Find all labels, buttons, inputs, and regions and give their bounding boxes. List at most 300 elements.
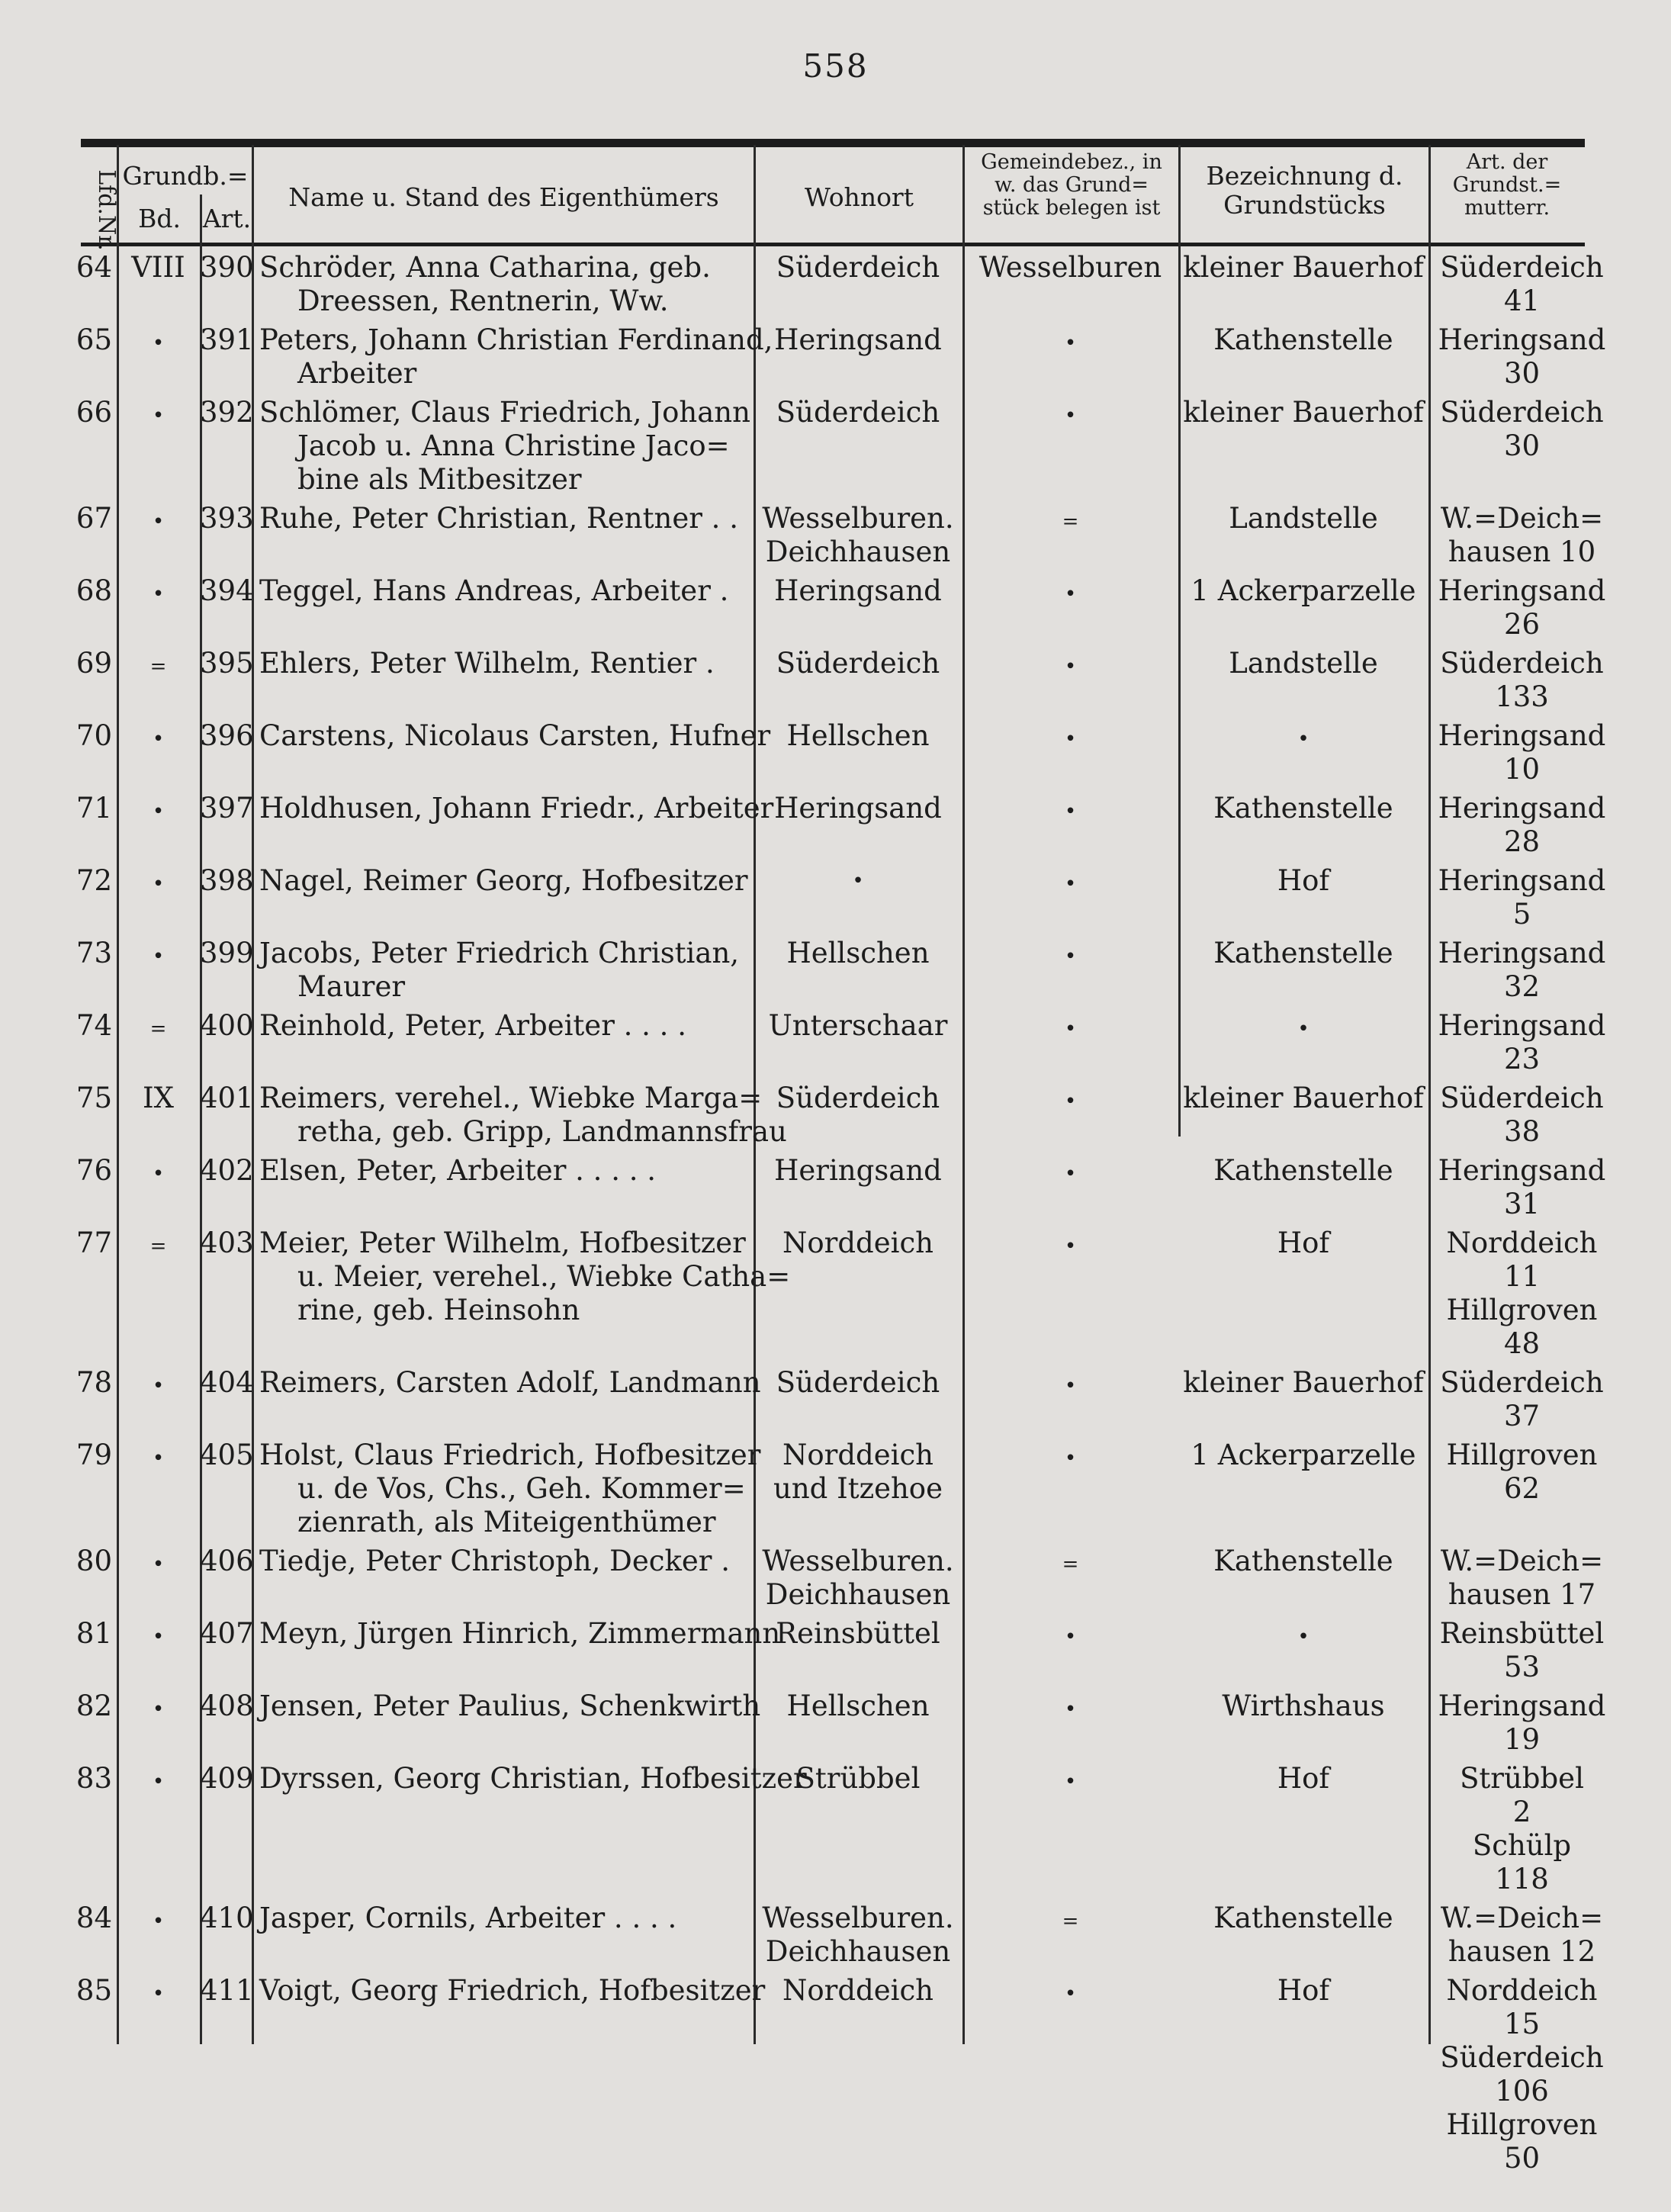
cell-name (252, 571, 754, 643)
cell-wohnort (754, 1613, 962, 1686)
row-number: 66 (76, 396, 112, 429)
residence-line: Norddeich (782, 1974, 934, 2007)
residence-line: Süderdeich (776, 1082, 940, 1114)
residence-line: Süderdeich (776, 1366, 940, 1399)
cell-gemeinde (962, 571, 1178, 643)
cell-bd (117, 571, 200, 643)
cell-wohnort (754, 933, 962, 1005)
cell-gemeinde (962, 247, 1178, 320)
header-nr: Lfd.Nr. (92, 169, 120, 251)
land-register-article-line: Heringsand (1438, 1154, 1606, 1187)
cell-artmutter (1428, 1686, 1615, 1758)
cell-nr (73, 933, 117, 1005)
municipality-value: • (1064, 945, 1077, 968)
cell-art (200, 643, 252, 715)
cell-artmutter (1428, 715, 1615, 788)
cell-nr (73, 392, 117, 498)
owner-name-line: Jacobs, Peter Friedrich Christian, (259, 937, 740, 969)
cell-name (252, 392, 754, 498)
municipality-value: Wesselburen (978, 251, 1162, 284)
cell-nr (73, 1970, 117, 2177)
cell-gemeinde (962, 1362, 1178, 1435)
cell-nr (73, 1223, 117, 1362)
municipality-value: • (1064, 1235, 1077, 1258)
owner-name-line: Peters, Johann Christian Ferdinand, (259, 323, 773, 356)
cell-art (200, 715, 252, 788)
cell-gemeinde (962, 1613, 1178, 1686)
row-number: 68 (76, 574, 112, 607)
article-number: 402 (200, 1154, 254, 1187)
volume-value: • (152, 583, 165, 606)
land-register-article-line: 50 (1503, 2142, 1541, 2175)
article-number: 399 (200, 937, 254, 969)
cell-artmutter (1428, 1005, 1615, 1078)
property-designation: kleiner Bauerhof (1183, 1082, 1424, 1114)
residence-line: und Itzehoe (773, 1472, 943, 1505)
cell-nr (73, 571, 117, 643)
residence-line: Reinsbüttel (776, 1617, 940, 1650)
land-register-article-line: 37 (1503, 1400, 1541, 1432)
cell-name (252, 1898, 754, 1970)
cell-bezeichnung (1178, 320, 1428, 392)
row-number: 85 (76, 1974, 112, 2007)
residence-line: Deichhausen (765, 535, 951, 568)
volume-value: • (152, 945, 165, 968)
residence-line: Süderdeich (776, 251, 940, 284)
land-register-article-line: Süderdeich (1440, 1366, 1604, 1399)
cell-wohnort (754, 788, 962, 860)
municipality-value: • (1064, 1374, 1077, 1397)
cell-art (200, 1150, 252, 1223)
article-number: 400 (200, 1009, 254, 1042)
header-rule (81, 243, 1585, 246)
row-number: 84 (76, 1902, 112, 1934)
cell-nr (73, 1541, 117, 1613)
table-row (73, 643, 1615, 715)
cell-bd (117, 247, 200, 320)
row-number: 71 (76, 792, 112, 825)
land-register-article-line: hausen 17 (1448, 1578, 1596, 1611)
cell-gemeinde (962, 392, 1178, 498)
municipality-value: • (1064, 1982, 1077, 2005)
cell-name (252, 933, 754, 1005)
land-register-article-line: Hillgroven (1446, 2108, 1598, 2141)
cell-art (200, 1613, 252, 1686)
owner-name-line: Dreessen, Rentnerin, Ww. (297, 285, 669, 317)
owner-name-line: u. de Vos, Chs., Geh. Kommer= (297, 1472, 746, 1505)
table-row (73, 1005, 1615, 1078)
residence-line: Heringsand (774, 323, 942, 356)
land-register-article-line: W.=Deich= (1440, 502, 1604, 535)
article-number: 398 (200, 864, 254, 897)
owner-name-line: Teggel, Hans Andreas, Arbeiter . (259, 574, 729, 607)
cell-art (200, 1970, 252, 2177)
header-gemeinde-line2: w. das Grund= (994, 173, 1149, 198)
table-row (73, 1686, 1615, 1758)
cell-bezeichnung (1178, 392, 1428, 498)
cell-name (252, 788, 774, 860)
cell-bezeichnung (1178, 571, 1428, 643)
cell-nr (73, 320, 117, 392)
land-register-article-line: Hillgroven (1446, 1294, 1598, 1326)
header-art: Art. (202, 204, 252, 233)
cell-wohnort (754, 1970, 962, 2177)
cell-gemeinde (962, 715, 1178, 788)
owner-name-line: Holdhusen, Johann Friedr., Arbeiter (259, 792, 774, 825)
table-row (73, 247, 1615, 320)
residence-line: Süderdeich (776, 647, 940, 680)
owner-name-line: Schlömer, Claus Friedrich, Johann (259, 396, 750, 429)
cell-wohnort (754, 1005, 962, 1078)
cell-artmutter (1428, 1078, 1615, 1150)
land-register-article-line: 31 (1503, 1188, 1541, 1220)
land-register-article-line: Heringsand (1438, 719, 1606, 752)
row-number: 77 (76, 1227, 112, 1259)
cell-name (252, 1223, 791, 1362)
cell-nr (73, 788, 117, 860)
table-row (73, 1758, 1615, 1898)
residence-line: Norddeich (782, 1227, 934, 1259)
cell-bezeichnung (1178, 860, 1428, 933)
cell-wohnort (754, 1362, 962, 1435)
header-bd: Bd. (138, 204, 181, 233)
cell-art (200, 933, 252, 1005)
cell-nr (73, 247, 117, 320)
cell-wohnort (754, 715, 962, 788)
owner-name-line: Reinhold, Peter, Arbeiter . . . . (259, 1009, 686, 1042)
land-register-article-line: Heringsand (1438, 792, 1606, 825)
land-register-article-line: Heringsand (1438, 323, 1606, 356)
row-number: 78 (76, 1366, 112, 1399)
cell-art (200, 571, 252, 643)
property-designation: Kathenstelle (1213, 1545, 1393, 1577)
land-register-article-line: Schülp (1472, 1829, 1572, 1862)
land-register-article-line: Heringsand (1438, 574, 1606, 607)
owner-name-line: Carstens, Nicolaus Carsten, Hufner (259, 719, 771, 752)
property-designation: 1 Ackerparzelle (1191, 1439, 1416, 1471)
cell-art (200, 1541, 252, 1613)
cell-gemeinde (962, 1758, 1178, 1898)
volume-value: • (152, 1982, 165, 2005)
volume-value: • (152, 1698, 165, 1721)
table-row (73, 1970, 1615, 2177)
row-number: 72 (76, 864, 112, 897)
municipality-value: • (1064, 873, 1077, 895)
volume-value: • (152, 800, 165, 823)
table-row (73, 1613, 1615, 1686)
owner-name-line: Schröder, Anna Catharina, geb. (259, 251, 711, 284)
cell-artmutter (1428, 788, 1615, 860)
volume-value: • (152, 728, 165, 751)
cell-bd (117, 1686, 200, 1758)
cell-nr (73, 1362, 117, 1435)
header-grundb (119, 162, 252, 191)
property-designation: • (1297, 728, 1309, 751)
row-number: 83 (76, 1762, 112, 1795)
cell-nr (73, 1898, 117, 1970)
owner-name-line: Nagel, Reimer Georg, Hofbesitzer (259, 864, 748, 897)
table-row (73, 1898, 1615, 1970)
residence-line: • (852, 870, 864, 892)
cell-name (252, 247, 754, 320)
land-register-article-line: 41 (1503, 285, 1541, 317)
row-number: 74 (76, 1009, 112, 1042)
cell-name (252, 1435, 761, 1541)
property-designation: Landstelle (1229, 502, 1378, 535)
cell-bd (117, 1613, 200, 1686)
cell-name (252, 498, 754, 571)
residence-line: Heringsand (774, 1154, 942, 1187)
land-register-article-line: 32 (1503, 970, 1541, 1003)
header-gemeinde-line3: stück belegen ist (982, 196, 1161, 220)
cell-artmutter (1428, 1758, 1615, 1898)
cell-artmutter (1428, 320, 1615, 392)
cell-nr (73, 498, 117, 571)
article-number: 393 (200, 502, 254, 535)
header-name: Name u. Stand des Eigenthümers (288, 182, 719, 212)
cell-bd (117, 860, 200, 933)
cell-art (200, 1223, 252, 1362)
property-designation: • (1297, 1625, 1309, 1648)
residence-line: Wesselburen. (762, 502, 954, 535)
cell-wohnort (754, 1541, 962, 1613)
register-table (73, 247, 1615, 2177)
cell-name (252, 1078, 787, 1150)
cell-gemeinde (962, 933, 1178, 1005)
owner-name-line: Jacob u. Anna Christine Jaco= (297, 429, 730, 462)
volume-value: • (152, 1553, 165, 1576)
residence-line: Wesselburen. (762, 1902, 954, 1934)
land-register-article-line: Heringsand (1438, 1690, 1606, 1722)
cell-bezeichnung (1178, 715, 1428, 788)
cell-art (200, 392, 252, 498)
owner-name-line: retha, geb. Gripp, Landmannsfrau (297, 1115, 787, 1148)
land-register-article-line: 23 (1503, 1043, 1541, 1075)
land-register-article-line: 15 (1503, 2008, 1541, 2040)
land-register-article-line: 133 (1495, 680, 1549, 713)
municipality-value: = (1062, 1553, 1079, 1576)
cell-artmutter (1428, 643, 1615, 715)
land-register-article-line: W.=Deich= (1440, 1902, 1604, 1934)
cell-wohnort (754, 1150, 962, 1223)
table-row (73, 860, 1615, 933)
cell-bd (117, 1362, 200, 1435)
cell-bezeichnung (1178, 1613, 1428, 1686)
property-designation: Kathenstelle (1213, 323, 1393, 356)
cell-artmutter (1428, 933, 1615, 1005)
cell-name (252, 1362, 761, 1435)
cell-bd (117, 498, 200, 571)
cell-bezeichnung (1178, 1686, 1428, 1758)
municipality-value: = (1062, 510, 1079, 533)
cell-gemeinde (962, 1078, 1178, 1150)
cell-nr (73, 1005, 117, 1078)
residence-line: Deichhausen (765, 1578, 951, 1611)
residence-line: Heringsand (774, 792, 942, 825)
volume-value: = (149, 1235, 167, 1258)
property-designation: kleiner Bauerhof (1183, 396, 1424, 429)
cell-name (252, 1970, 766, 2177)
cell-bd (117, 1970, 200, 2177)
row-number: 75 (76, 1082, 112, 1114)
cell-bezeichnung (1178, 1150, 1428, 1223)
cell-bezeichnung (1178, 1078, 1428, 1150)
land-register-article-line: 11 (1503, 1260, 1541, 1293)
cell-wohnort (754, 1686, 962, 1758)
municipality-value: • (1064, 1090, 1077, 1113)
cell-bd (117, 715, 200, 788)
land-register-article-line: Süderdeich (1440, 647, 1604, 680)
property-designation: Landstelle (1229, 647, 1378, 680)
volume-value: = (149, 1018, 167, 1040)
cell-gemeinde (962, 1541, 1178, 1613)
cell-art (200, 1898, 252, 1970)
land-register-article-line: Reinsbüttel (1439, 1617, 1605, 1650)
owner-name-line: Jasper, Cornils, Arbeiter . . . . (259, 1902, 677, 1934)
cell-nr (73, 1758, 117, 1898)
cell-nr (73, 1686, 117, 1758)
municipality-value: • (1064, 404, 1077, 427)
cell-wohnort (754, 392, 962, 498)
land-register-article-line: W.=Deich= (1440, 1545, 1604, 1577)
cell-art (200, 247, 252, 320)
row-number: 69 (76, 647, 112, 680)
table-row (73, 1541, 1615, 1613)
cell-bezeichnung (1178, 933, 1428, 1005)
row-number: 79 (76, 1439, 112, 1471)
cell-art (200, 860, 252, 933)
municipality-value: • (1064, 583, 1077, 606)
cell-wohnort (754, 860, 962, 933)
owner-name-line: Meyn, Jürgen Hinrich, Zimmermann (259, 1617, 781, 1650)
land-register-article-line: Heringsand (1438, 1009, 1606, 1042)
cell-name (252, 1005, 754, 1078)
land-register-article-line: 28 (1503, 825, 1541, 858)
residence-line: Heringsand (774, 574, 942, 607)
owner-name-line: bine als Mitbesitzer (297, 463, 582, 496)
article-number: 410 (200, 1902, 254, 1934)
article-number: 409 (200, 1762, 254, 1795)
cell-gemeinde (962, 1898, 1178, 1970)
cell-wohnort (754, 1435, 962, 1541)
header-bezeichnung-line2: Grundstücks (1223, 189, 1386, 220)
cell-artmutter (1428, 1435, 1615, 1541)
volume-value: • (152, 1162, 165, 1185)
table-row (73, 498, 1615, 571)
cell-bd (117, 1758, 200, 1898)
cell-bezeichnung (1178, 1541, 1428, 1613)
cell-wohnort (754, 571, 962, 643)
owner-name-line: Elsen, Peter, Arbeiter . . . . . (259, 1154, 657, 1187)
cell-name (252, 1541, 754, 1613)
cell-gemeinde (962, 1223, 1178, 1362)
article-number: 401 (200, 1082, 254, 1114)
cell-nr (73, 643, 117, 715)
municipality-value: • (1064, 1625, 1077, 1648)
cell-nr (73, 1150, 117, 1223)
residence-line: Unterschaar (768, 1009, 948, 1042)
header-grundb-label: Grundb.= (122, 161, 249, 191)
municipality-value: • (1064, 1698, 1077, 1721)
table-row (73, 571, 1615, 643)
cell-bezeichnung (1178, 1898, 1428, 1970)
article-number: 397 (200, 792, 254, 825)
top-rule (81, 139, 1585, 147)
volume-value: • (152, 1374, 165, 1397)
property-designation: Kathenstelle (1213, 1154, 1393, 1187)
cell-art (200, 1005, 252, 1078)
residence-line: Süderdeich (776, 396, 940, 429)
land-register-article-line: Süderdeich (1440, 251, 1604, 284)
article-number: 406 (200, 1545, 254, 1577)
table-row (73, 1150, 1615, 1223)
land-register-article-line: Süderdeich (1440, 2041, 1604, 2074)
municipality-value: = (1062, 1910, 1079, 1933)
land-register-article-line: Hillgroven (1446, 1439, 1598, 1471)
cell-bd (117, 933, 200, 1005)
cell-name (252, 1758, 807, 1898)
owner-name-line: Reimers, Carsten Adolf, Landmann (259, 1366, 761, 1399)
cell-nr (73, 1078, 117, 1150)
cell-nr (73, 860, 117, 933)
property-designation: Hof (1277, 864, 1330, 897)
article-number: 408 (200, 1690, 254, 1722)
cell-nr (73, 1613, 117, 1686)
table-row (73, 392, 1615, 498)
cell-bezeichnung (1178, 498, 1428, 571)
cell-gemeinde (962, 1435, 1178, 1541)
header-wohnort: Wohnort (805, 182, 914, 212)
cell-bd (117, 643, 200, 715)
land-register-article-line: Norddeich (1446, 1974, 1598, 2007)
article-number: 407 (200, 1617, 254, 1650)
owner-name-line: zienrath, als Miteigenthümer (297, 1506, 716, 1538)
register-body (73, 247, 1615, 2177)
table-row (73, 1078, 1615, 1150)
cell-name (252, 715, 771, 788)
header-bezeichnung-line1: Bezeichnung d. (1206, 161, 1403, 191)
cell-bd (117, 1541, 200, 1613)
cell-name (252, 860, 754, 933)
volume-value: = (149, 655, 167, 678)
cell-wohnort (754, 498, 962, 571)
cell-wohnort (754, 320, 962, 392)
land-register-article-line: Heringsand (1438, 937, 1606, 969)
row-number: 65 (76, 323, 112, 356)
residence-line: Deichhausen (765, 1935, 951, 1968)
article-number: 391 (200, 323, 254, 356)
header-bezeichnung (1181, 162, 1428, 220)
table-row (73, 715, 1615, 788)
cell-art (200, 1758, 252, 1898)
cell-bezeichnung (1178, 1758, 1428, 1898)
owner-name-line: Maurer (297, 970, 406, 1003)
cell-bezeichnung (1178, 643, 1428, 715)
volume-value: • (152, 1625, 165, 1648)
article-number: 394 (200, 574, 254, 607)
owner-name-line: Tiedje, Peter Christoph, Decker . (259, 1545, 730, 1577)
cell-name (252, 1686, 761, 1758)
volume-value: • (152, 1770, 165, 1793)
table-row (73, 788, 1615, 860)
land-register-article-line: 19 (1503, 1723, 1541, 1756)
cell-gemeinde (962, 1686, 1178, 1758)
land-register-article-line: 106 (1495, 2075, 1549, 2108)
volume-value: • (152, 873, 165, 895)
table-row (73, 1435, 1615, 1541)
table-row (73, 1362, 1615, 1435)
property-designation: Hof (1277, 1762, 1330, 1795)
